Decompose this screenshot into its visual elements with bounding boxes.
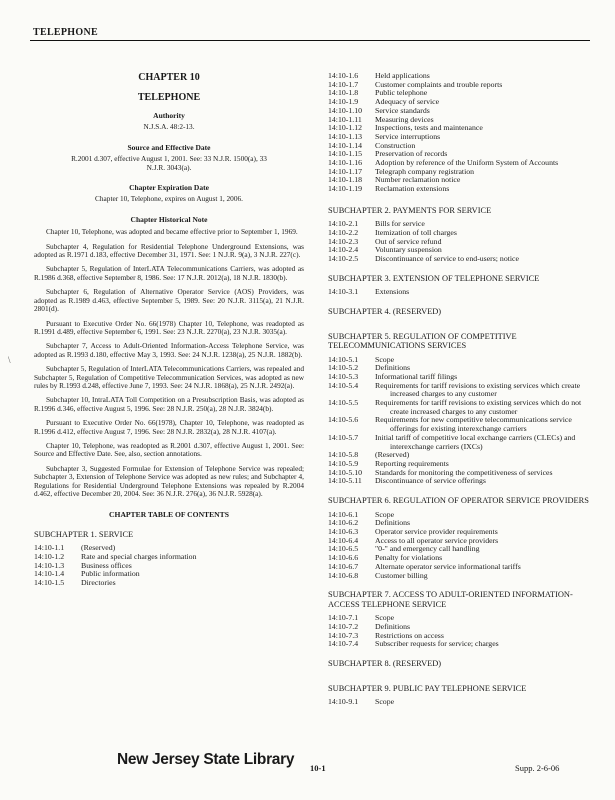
section-title: Inspections, tests and maintenance	[375, 123, 483, 133]
section-title: Requirements for new competitive telecommunications service offerings for existing interexchange carriers	[375, 415, 572, 434]
section-title: Initial tariff of competitive local exchange carriers (CLECs) and interexchange carriers (IXCs)	[375, 432, 576, 451]
toc-entry	[328, 142, 590, 151]
section-title: Rate and special charges information	[81, 552, 197, 562]
section-title: Definitions	[375, 518, 411, 528]
section-title: "0-" and emergency call handling	[375, 544, 480, 554]
section-title: Held applications	[375, 71, 430, 80]
section-title: Construction	[375, 140, 416, 150]
toc-entry	[328, 477, 590, 486]
section-number: 14:10-1.19	[328, 184, 363, 194]
section-number: 14:10-1.13	[328, 131, 363, 141]
history-paragraph: Subchapter 6, Regulation of Alternative Operator Service (AOS) Providers, was adopted as R.1989 d.463, effective September 5, 1989. See: 20 N.J.R. 3115(a), 21 N.J.R. 2801(d).	[34, 287, 304, 314]
chapter-subtitle: TELEPHONE	[137, 92, 201, 103]
history-paragraph: Subchapter 3, Suggested Formulae for Extension of Telephone Service was repealed; Subchapter 3, Extension of Telephone Service was adopted as new rules; and Subchapter 4, Regulations for Residential Underground Telephone Extensions was repealed by R.2004 d.462, effective December 20, 2004. See: 36 N.J.R. 276(a), 36 N.J.R. 5928(a).	[34, 463, 304, 498]
running-head: TELEPHONE	[33, 27, 98, 38]
section-number: 14:10-1.6	[328, 71, 359, 80]
toc-entry	[328, 572, 590, 581]
toc-entry	[328, 220, 590, 229]
section-title: Public telephone	[375, 88, 428, 98]
toc-entry	[328, 288, 590, 297]
subchapter-title: SUBCHAPTER 3. EXTENSION OF TELEPHONE SERVICE	[328, 273, 540, 283]
history-paragraph: Chapter 10, Telephone, was readopted as R.2001 d.307, effective August 1, 2001. See: Source and Effective Date. See, also, section annotations.	[34, 440, 304, 459]
section-number: 14:10-3.1	[328, 287, 359, 297]
toc-entry	[328, 124, 590, 133]
section-number: 14:10-1.17	[328, 166, 363, 176]
toc-entry	[328, 133, 590, 142]
section-number: 14:10-1.10	[328, 105, 363, 115]
section-number: 14:10-6.7	[328, 561, 359, 571]
toc-entry	[328, 434, 590, 451]
section-number: 14:10-5.11	[328, 476, 362, 486]
section-title: Scope	[375, 697, 395, 707]
section-title: Out of service refund	[375, 236, 442, 246]
section-title: Customer billing	[375, 570, 428, 580]
source-heading: Source and Effective Date	[127, 142, 211, 152]
section-title: Penalty for violations	[375, 553, 443, 563]
section-number: 14:10-5.6	[328, 415, 359, 425]
toc-entry	[328, 255, 590, 264]
section-number: 14:10-1.4	[34, 569, 65, 579]
library-logo: New Jersey State Library	[117, 751, 295, 768]
history-paragraph: Subchapter 10, IntraLATA Toll Competition on a Presubscription Basis, was adopted as R.1996 d.346, effective August 5, 1996. See: 28 N.J.R. 250(a), 28 N.J.R. 3824(b).	[34, 395, 304, 413]
section-number: 14:10-5.9	[328, 459, 359, 468]
section-title: Business offices	[81, 560, 132, 570]
section-number: 14:10-1.5	[34, 578, 65, 588]
section-title: Access to all operator service providers	[375, 535, 499, 545]
section-title: Informational tariff filings	[375, 371, 458, 381]
toc-entry	[34, 579, 304, 588]
subchapter-title: SUBCHAPTER 6. REGULATION OF OPERATOR SERVICE PROVIDERS	[328, 496, 589, 506]
subchapter-1-items	[34, 544, 304, 588]
section-title: (Reserved)	[81, 543, 116, 553]
toc-entry	[328, 176, 590, 185]
toc-entry	[328, 98, 590, 107]
history-heading: Chapter Historical Note	[130, 214, 208, 224]
section-number: 14:10-5.4	[328, 380, 359, 390]
section-number: 14:10-6.2	[328, 518, 359, 528]
toc-entry	[328, 623, 590, 632]
toc-entry	[328, 399, 590, 416]
section-title: Public information	[81, 569, 140, 579]
history-paragraph: Subchapter 7, Access to Adult-Oriented Information-Access Telephone Service, was adopted as R.1993 d.180, effective May 3, 1993. See: 24 N.J.R. 1238(a), 25 N.J.R. 1882(b).	[34, 341, 304, 359]
toc-entry	[328, 511, 590, 520]
section-number: 14:10-5.2	[328, 363, 359, 373]
section-number: 14:10-1.7	[328, 79, 359, 89]
section-title: Discontinuance of service to end-users; notice	[375, 254, 519, 264]
subchapter-title: SUBCHAPTER 9. PUBLIC PAY TELEPHONE SERVICE	[328, 683, 527, 693]
section-number: 14:10-1.15	[328, 149, 363, 159]
toc-entry	[34, 570, 304, 579]
section-title: Directories	[81, 578, 116, 588]
section-number: 14:10-6.5	[328, 544, 359, 554]
subchapter-1-title: SUBCHAPTER 1. SERVICE	[34, 529, 134, 539]
section-title: Alternate operator service informational tariffs	[375, 561, 521, 571]
section-number: 14:10-6.1	[328, 509, 359, 519]
section-number: 14:10-2.2	[328, 228, 359, 238]
toc-entry	[328, 563, 590, 572]
supplement-date: Supp. 2-6-06	[515, 763, 560, 773]
toc-entry	[328, 614, 590, 623]
section-number: 14:10-6.4	[328, 535, 359, 545]
subchapter-title: SUBCHAPTER 8. (RESERVED)	[328, 659, 442, 669]
section-title: Preservation of records	[375, 149, 448, 159]
toc-entry	[328, 640, 590, 649]
section-title: Telegraph company registration	[375, 166, 475, 176]
section-title: Subscriber requests for service; charges	[375, 639, 499, 649]
section-title: Itemization of toll charges	[375, 228, 457, 238]
section-number: 14:10-1.16	[328, 158, 363, 168]
section-number: 14:10-1.18	[328, 175, 363, 185]
section-number: 14:10-6.3	[328, 527, 359, 537]
section-title: Standards for monitoring the competitiveness of services	[375, 467, 553, 477]
section-title: Service standards	[375, 105, 430, 115]
section-title: Extensions	[375, 287, 410, 297]
section-title: (Reserved)	[375, 450, 410, 460]
toc-entry	[328, 451, 590, 460]
toc-entry	[328, 185, 590, 194]
subchapter-title: SUBCHAPTER 4. (RESERVED)	[328, 307, 442, 317]
history-paragraph: Subchapter 5, Regulation of InterLATA Telecommunications Carriers, was adopted as R.1986 d.368, effective September 8, 1986. See: 17 N.J.R. 2012(a), 18 N.J.R. 1830(b).	[34, 264, 304, 282]
section-title: Definitions	[375, 363, 411, 373]
section-number: 14:10-5.7	[328, 432, 359, 442]
section-number: 14:10-2.1	[328, 219, 359, 229]
section-number: 14:10-6.8	[328, 570, 359, 580]
toc-entry	[34, 562, 304, 571]
expiration-text: Chapter 10, Telephone, expires on August 1, 2006.	[95, 194, 243, 204]
section-number: 14:10-6.6	[328, 553, 359, 563]
toc-entry	[328, 81, 590, 90]
section-title: Adoption by reference of the Uniform System of Accounts	[375, 158, 559, 168]
source-text: R.2001 d.307, effective August 1, 2001. See: 33 N.J.R. 1500(a), 33 N.J.R. 3043(a).	[71, 154, 267, 172]
section-number: 14:10-7.2	[328, 621, 359, 631]
section-title: Restrictions on access	[375, 630, 444, 640]
history-paragraph: Chapter 10, Telephone, was adopted and became effective prior to September 1, 1969.	[46, 227, 298, 237]
section-number: 14:10-1.1	[34, 543, 65, 553]
toc-entry	[328, 356, 590, 365]
section-number: 14:10-1.11	[328, 114, 362, 124]
section-title: Scope	[375, 509, 395, 519]
section-title: Adequacy of service	[375, 97, 440, 107]
section-title: Reporting requirements	[375, 459, 449, 468]
section-title: Customer complaints and trouble reports	[375, 79, 503, 89]
section-number: 14:10-5.1	[328, 354, 359, 364]
section-number: 14:10-7.1	[328, 613, 359, 623]
toc-entry	[328, 229, 590, 238]
section-number: 14:10-7.4	[328, 639, 359, 649]
section-title: Reclamation extensions	[375, 184, 450, 194]
subchapter-title: SUBCHAPTER 5. REGULATION OF COMPETITIVE TELECOMMUNICATIONS SERVICES	[328, 331, 517, 351]
header-rule	[30, 40, 590, 41]
toc-entry	[328, 89, 590, 98]
section-number: 14:10-5.8	[328, 450, 359, 460]
toc-entry	[328, 382, 590, 399]
toc-entry	[328, 416, 590, 433]
section-title: Operator service provider requirements	[375, 527, 498, 537]
section-title: Definitions	[375, 621, 411, 631]
toc-entry	[328, 238, 590, 247]
section-number: 14:10-2.4	[328, 245, 359, 255]
section-number: 14:10-7.3	[328, 630, 359, 640]
toc-entry	[34, 553, 304, 562]
toc-entry	[328, 545, 590, 554]
section-number: 14:10-1.2	[34, 552, 65, 562]
history-paragraph: Pursuant to Executive Order No. 66(1978), Chapter 10, Telephone, was readopted as R.1996 d.412, effective August 7, 1996. See: 28 N.J.R. 2832(a), 28 N.J.R. 4107(a).	[34, 418, 304, 436]
toc-entry	[328, 107, 590, 116]
section-title: Requirements for tariff revisions to existing services which do not create increased charges to any customer	[375, 398, 582, 416]
right-column	[328, 72, 590, 711]
history-notes	[34, 228, 304, 498]
section-title: Discontinuance of service offerings	[375, 476, 486, 486]
section-number: 14:10-5.3	[328, 371, 359, 381]
authority-heading: Authority	[153, 111, 185, 120]
subchapter-title: SUBCHAPTER 2. PAYMENTS FOR SERVICE	[328, 205, 492, 215]
toc-entry	[328, 698, 590, 707]
section-number: 14:10-1.14	[328, 140, 363, 150]
page-number: 10-1	[310, 763, 326, 773]
chapter-title: CHAPTER 10	[138, 72, 200, 83]
section-number: 14:10-2.3	[328, 236, 359, 246]
section-number: 14:10-2.5	[328, 254, 359, 264]
section-number: 14:10-9.1	[328, 697, 359, 707]
section-title: Number reclamation notice	[375, 175, 461, 185]
toc-heading: CHAPTER TABLE OF CONTENTS	[109, 510, 229, 520]
section-title: Scope	[375, 613, 395, 623]
section-number: 14:10-1.8	[328, 88, 359, 98]
section-number: 14:10-1.9	[328, 97, 359, 107]
history-paragraph: Subchapter 5, Regulation of InterLATA Telecommunications Carriers, was repealed and Subchapter 5, Regulation of Competitive Telecommunication Services, was adopted as new rules by R.1993 d.248, effective June 7, 1993. See: 24 N.J.R. 1868(a), 25 N.J.R. 2492(a).	[34, 364, 304, 390]
section-number: 14:10-1.12	[328, 123, 363, 133]
authority-text: N.J.S.A. 48:2-13.	[143, 122, 195, 132]
section-number: 14:10-5.10	[328, 467, 363, 477]
subchapter-title: SUBCHAPTER 7. ACCESS TO ADULT-ORIENTED INFORMATION-ACCESS TELEPHONE SERVICE	[328, 590, 573, 609]
section-title: Voluntary suspension	[375, 245, 442, 255]
section-number: 14:10-1.3	[34, 560, 65, 570]
left-column	[34, 72, 304, 588]
toc-entry	[328, 364, 590, 373]
section-title: Scope	[375, 354, 395, 364]
section-number: 14:10-5.5	[328, 398, 359, 408]
stray-mark: \	[8, 355, 11, 365]
history-paragraph: Pursuant to Executive Order No. 66(1978) Chapter 10, Telephone, was readopted as R.1991 d.489, effective September 6, 1991. See: 23 N.J.R. 2270(a), 23 N.J.R. 3035(a).	[34, 318, 304, 336]
history-paragraph: Subchapter 4, Regulation for Residential Telephone Underground Extensions, was adopted as R.1971 d.183, effective December 31, 1971. See: 1 N.J.R. 9(a), 3 N.J.R. 227(c).	[34, 241, 304, 260]
section-title: Requirements for tariff revisions to existing services which create increased charges to any customer	[375, 380, 581, 399]
expiration-heading: Chapter Expiration Date	[129, 183, 209, 193]
section-title: Measuring devices	[375, 114, 434, 124]
section-title: Bills for service	[375, 219, 425, 229]
section-title: Service interruptions	[375, 131, 441, 141]
